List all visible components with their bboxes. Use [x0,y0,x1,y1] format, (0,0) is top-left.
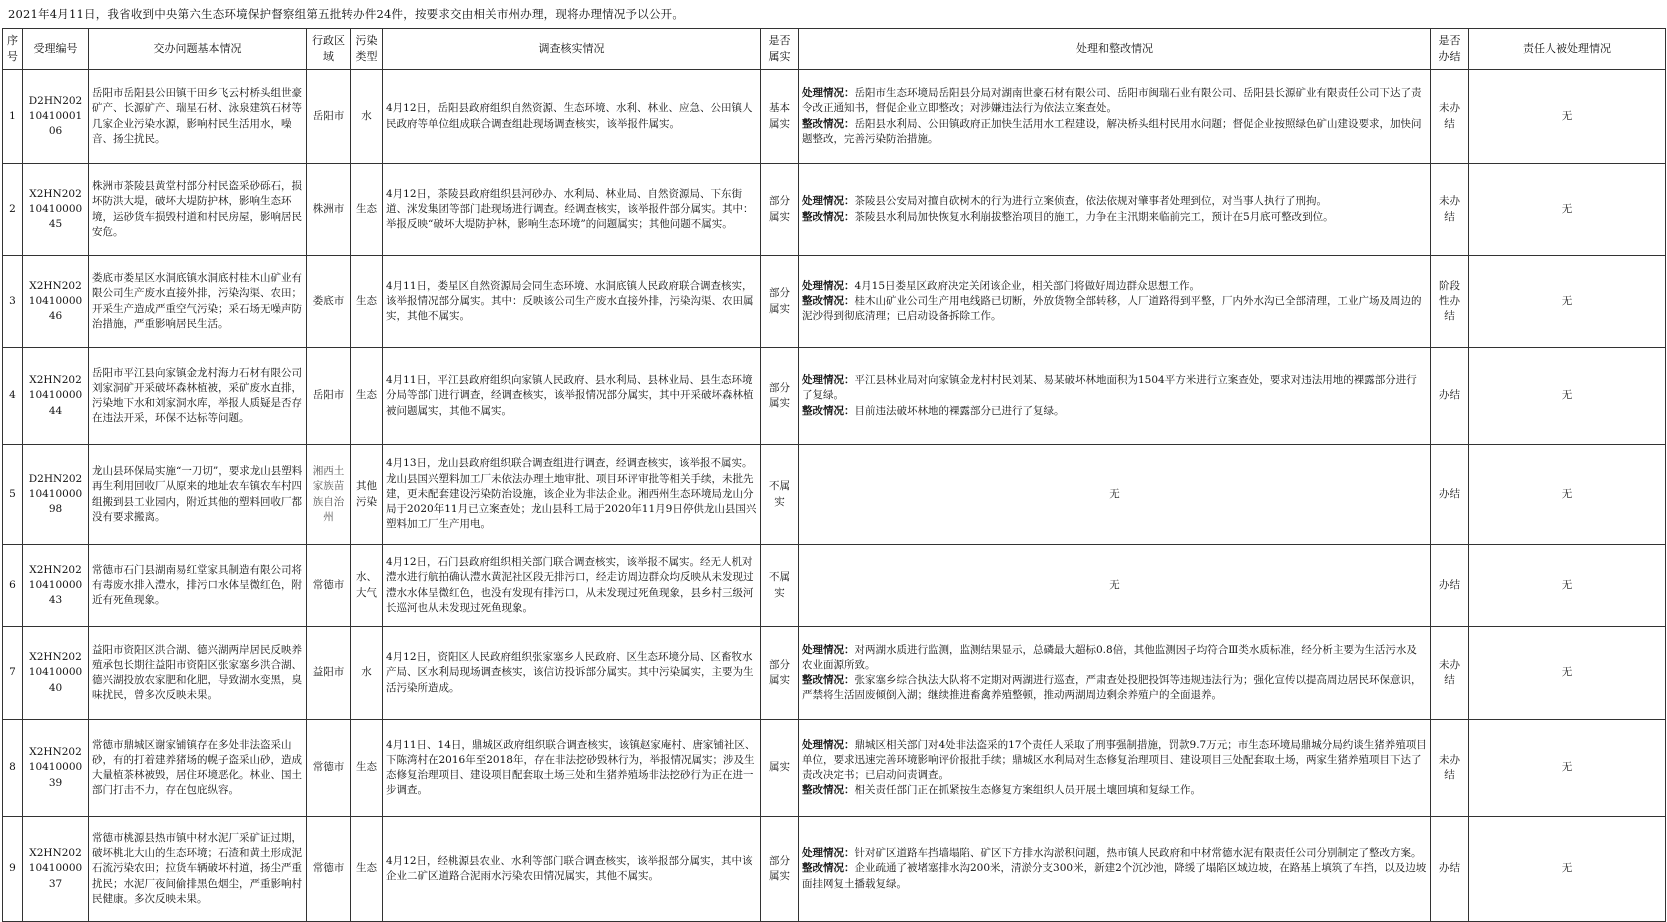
row-pollution: 生态 [351,164,383,256]
row-no: 3 [3,256,23,348]
table-row [3,445,1666,545]
row-accountability: 无 [1469,627,1666,720]
row-code: D2HN2021041000106 [23,70,89,164]
handling-text: 岳阳市生态环境局岳阳县分局对湖南世豪石材有限公司、岳阳市闽瑞石业有限公司、岳阳县长源矿业有限责任公司下达了责令改正通知书，督促企业立即整改；对涉嫌违法行为依法立案查处。 [802,87,1422,115]
row-investigation: 4月12日，茶陵县政府组织县河砂办、水利局、林业局、自然资源局、下东街道、洣发集团等部门赴现场进行调查。经调查核实，该举报件部分属实。其中：举报反映“破坏大堤防护林，影响生态环境”的问题属实；其他问题不属实。 [383,164,761,256]
row-closed: 未办结 [1431,627,1469,720]
row-closed: 办结 [1431,348,1469,445]
row-verified: 属实 [761,720,799,817]
rectify-label: 整改情况： [802,404,855,417]
row-issue: 常德市石门县湖南易红堂家具制造有限公司将有毒废水排入澧水，排污口水体呈微红色，附近有死鱼现象。 [89,545,307,627]
row-pollution: 水、大气 [351,545,383,627]
row-code: X2HN2021041000044 [23,348,89,445]
row-accountability: 无 [1469,445,1666,545]
handling-text: 平江县林业局对向家镇金龙村村民刘某、易某破坏林地面积为1504平方米进行立案查处，要求对违法用地的裸露部分进行了复绿。 [802,374,1417,402]
row-code: X2HN2021041000045 [23,164,89,256]
rectify-text: 企业疏通了被堵塞排水沟200米，清淤分支300米，新建2个沉沙池，降缓了塌陷区域边坡，在路基上填筑了车挡，以及边坡面挂网复土播载复绿。 [802,862,1427,890]
row-code: X2HN2021041000037 [23,817,89,922]
rectify-paragraph [802,783,1427,798]
row-issue: 株洲市茶陵县黄堂村部分村民盗采砂砾石，损坏防洪大堤，破坏大堤防护林，影响生态环境，运砂货车损毁村道和村民房屋，影响居民安危。 [89,164,307,256]
row-handling [799,256,1431,348]
row-region: 娄底市 [307,256,351,348]
handling-text: 鼎城区相关部门对4处非法盗采的17个责任人采取了刑事强制措施，罚款9.7万元；市生态环境局鼎城分局约谈生猪养殖项目单位，要求迅速完善环境影响评价报批手续；鼎城区水利局对生态修复治理项目、建设项目三处配套取土场，两家生猪养殖项目下达了责改决定书；已启动问责调查。 [802,738,1427,781]
handling-label: 处理情况： [802,643,855,656]
complaint-table [2,28,1666,922]
row-code: X2HN2021041000043 [23,545,89,627]
handling-paragraph [802,643,1427,673]
header-code: 受理编号 [23,29,89,70]
rectify-label: 整改情况： [802,294,855,307]
header-row [3,29,1666,70]
rectify-label: 整改情况： [802,862,855,875]
rectify-paragraph [802,861,1427,891]
rectify-text: 目前违法破坏林地的裸露部分已进行了复绿。 [854,404,1065,417]
handling-label: 处理情况： [802,87,855,100]
row-investigation: 4月11日、14日，鼎城区政府组织联合调查核实，该镇赵家庵村、唐家铺社区、下陈湾村在2016年至2018年，存在非法挖砂毁林行为，举报情况属实；涉及生态修复治理项目、建设项目配套取土场三处和生猪养殖场非法挖砂行为正在进一步调查。 [383,720,761,817]
handling-label: 处理情况： [802,374,855,387]
table-row [3,817,1666,922]
header-issue: 交办问题基本情况 [89,29,307,70]
row-closed: 办结 [1431,445,1469,545]
rectify-label: 整改情况： [802,210,855,223]
row-accountability: 无 [1469,720,1666,817]
row-pollution: 水 [351,70,383,164]
row-handling [799,70,1431,164]
handling-paragraph [802,846,1427,861]
row-pollution: 生态 [351,256,383,348]
row-investigation: 4月12日，岳阳县政府组织自然资源、生态环境、水利、林业、应急、公田镇人民政府等单位组成联合调查组赴现场调查核实，该举报件属实。 [383,70,761,164]
row-pollution: 生态 [351,817,383,922]
rectify-label: 整改情况： [802,784,855,797]
handling-paragraph [802,373,1427,403]
row-accountability: 无 [1469,70,1666,164]
row-pollution: 生态 [351,720,383,817]
row-closed: 未办结 [1431,720,1469,817]
row-no: 1 [3,70,23,164]
row-no: 6 [3,545,23,627]
handling-text: 茶陵县公安局对擅自砍树木的行为进行立案侦查，依法依规对肇事者处理到位，对当事人执行了刑拘。 [854,195,1327,208]
rectify-text: 张家塞乡综合执法大队将不定期对两湖进行巡查，严肃查处投肥投饵等违规违法行为；强化宣传以提高周边居民环保意识，严禁将生活固废倾倒入湖；继续推进畜禽养殖整顿，推动两湖周边剩余养殖户的全面退养。 [802,674,1422,702]
row-verified: 部分属实 [761,817,799,922]
handling-paragraph [802,86,1427,116]
rectify-paragraph [802,673,1427,703]
row-closed: 阶段性办结 [1431,256,1469,348]
row-handling [799,348,1431,445]
row-region: 岳阳市 [307,348,351,445]
header-accountability: 责任人被处理情况 [1469,29,1666,70]
table-row [3,545,1666,627]
rectify-label: 整改情况： [802,117,855,130]
table-row [3,70,1666,164]
row-investigation: 4月12日，资阳区人民政府组织张家塞乡人民政府、区生态环境分局、区畜牧水产局、区水利局现场调查核实，该信访投诉部分属实。其中污染属实，主要为生活污染所造成。 [383,627,761,720]
row-issue: 岳阳市岳阳县公田镇干田乡飞云村桥头组世豪矿产、长源矿产、瑞星石材、泳泉建筑石材等几家企业污染水源，影响村民生活用水，噪音、扬尘扰民。 [89,70,307,164]
header-investigation: 调查核实情况 [383,29,761,70]
handling-paragraph [802,194,1427,209]
rectify-paragraph [802,404,1427,419]
row-verified: 部分属实 [761,164,799,256]
header-pollution: 污染类型 [351,29,383,70]
row-closed: 未办结 [1431,164,1469,256]
row-handling: 无 [799,545,1431,627]
rectify-paragraph [802,117,1427,147]
row-no: 9 [3,817,23,922]
row-handling [799,720,1431,817]
row-investigation: 4月12日，石门县政府组织相关部门联合调查核实，该举报不属实。经无人机对澧水进行航拍确认澧水黄泥社区段无排污口，经走访周边群众均反映从未发现过澧水水体呈微红色，也没有发现有排污口，从未发现过死鱼现象，县乡村三级河长巡河也从未发现过死鱼现象。 [383,545,761,627]
header-closed: 是否办结 [1431,29,1469,70]
row-no: 2 [3,164,23,256]
row-accountability: 无 [1469,817,1666,922]
row-pollution: 水 [351,627,383,720]
handling-text: 4月15日娄星区政府决定关闭该企业，相关部门将做好周边群众思想工作。 [854,279,1201,292]
row-no: 4 [3,348,23,445]
row-verified: 部分属实 [761,348,799,445]
row-region: 常德市 [307,817,351,922]
row-accountability: 无 [1469,545,1666,627]
handling-label: 处理情况： [802,279,855,292]
row-investigation: 4月11日，平江县政府组织向家镇人民政府、县水利局、县林业局、县生态环境分局等部门进行调查，经调查核实，该举报情况部分属实，其中开采破坏森林植被问题属实，其他不属实。 [383,348,761,445]
row-handling: 无 [799,445,1431,545]
rectify-text: 岳阳县水利局、公田镇政府正加快生活用水工程建设，解决桥头组村民用水问题；督促企业按照绿色矿山建设要求，加快问题整改，完善污染防治措施。 [802,117,1422,145]
row-investigation: 4月13日，龙山县政府组织联合调查组进行调查，经调查核实，该举报不属实。龙山县国兴塑料加工厂未依法办理土地审批、项目环评审批等相关手续，未批先建，更未配套建设污染防治设施，该企业为非法企业。湘西州生态环境局龙山分局于2020年11月已立案查处；龙山县科工局于2020年11月9日停供龙山县国兴塑料加工厂生产用电。 [383,445,761,545]
row-code: X2HN2021041000039 [23,720,89,817]
row-handling [799,627,1431,720]
handling-paragraph [802,279,1427,294]
table-row [3,348,1666,445]
handling-label: 处理情况： [802,195,855,208]
row-issue: 娄底市娄星区水洞底镇水洞底村桂木山矿业有限公司生产废水直接外排，污染沟渠、农田；开采生产造成严重空气污染；采石场无噪声防治措施，严重影响居民生活。 [89,256,307,348]
handling-label: 处理情况： [802,738,855,751]
row-accountability: 无 [1469,348,1666,445]
row-code: X2HN2021041000040 [23,627,89,720]
row-issue: 常德市鼎城区谢家铺镇存在多处非法盗采山砂，有的打着建养猪场的幌子盗采山砂，造成大量植茶林被毁，居住环境恶化。林业、国土部门打击不力，存在包庇纵容。 [89,720,307,817]
handling-text: 针对矿区道路车挡墙塌陷、矿区下方排水沟淤积问题，热市镇人民政府和中材常德水泥有限责任公司分别制定了整改方案。 [854,847,1422,860]
rectify-text: 桂木山矿业公司生产用电线路已切断，外放货物全部转移，人厂道路得到平整，厂内外水沟已全部清理，工业广场及周边的泥沙得到彻底清理；已启动设备拆除工作。 [802,294,1422,323]
intro-text: 2021年4月11日，我省收到中央第六生态环境保护督察组第五批转办件24件，按要求交由相关市州办理，现将办理情况予以公开。 [8,7,685,21]
header-no: 序号 [3,29,23,70]
row-no: 8 [3,720,23,817]
row-pollution: 生态 [351,348,383,445]
rectify-paragraph [802,210,1427,225]
header-region: 行政区域 [307,29,351,70]
header-verified: 是否属实 [761,29,799,70]
row-issue: 益阳市资阳区洪合湖、德兴湖两岸居民反映养殖承包长期往益阳市资阳区张家塞乡洪合湖、德兴湖投放农家肥和化肥，导致湖水变黑，臭味扰民，曾多次反映未果。 [89,627,307,720]
handling-label: 处理情况： [802,847,855,860]
table-row [3,164,1666,256]
row-issue: 岳阳市平江县向家镇金龙村海力石材有限公司刘家洞矿开采破坏森林植被，采矿废水直排，污染地下水和刘家洞水库，举报人质疑是否存在违法开采，环保不达标等问题。 [89,348,307,445]
row-region: 株洲市 [307,164,351,256]
handling-text: 对两湖水质进行监测，监测结果显示，总磷最大超标0.8倍，其他监测因子均符合Ⅲ类水质标准，经分析主要为生活污水及农业面源所致。 [802,643,1417,671]
row-issue: 常德市桃源县热市镇中材水泥厂采矿证过期，破坏桃北大山的生态环境；石渣和黄土形成泥石流污染农田；拉货车辆破坏村道，扬尘严重扰民；水泥厂夜间偷排黑色烟尘，严重影响村民健康。多次反映未果。 [89,817,307,922]
rectify-paragraph [802,294,1427,324]
table-row [3,720,1666,817]
row-handling [799,164,1431,256]
row-region: 益阳市 [307,627,351,720]
row-code: D2HN2021041000098 [23,445,89,545]
row-no: 7 [3,627,23,720]
row-closed: 办结 [1431,817,1469,922]
rectify-text: 相关责任部门正在抓紧按生态修复方案组织人员开展土壤回填和复绿工作。 [854,784,1201,797]
row-verified: 部分属实 [761,627,799,720]
rectify-label: 整改情况： [802,674,855,686]
row-closed: 未办结 [1431,70,1469,164]
row-pollution: 其他污染 [351,445,383,545]
table-row [3,627,1666,720]
row-handling [799,817,1431,922]
handling-paragraph [802,738,1427,784]
row-investigation: 4月12日，经桃源县农业、水利等部门联合调查核实，该举报部分属实，其中该企业二矿区道路合泥雨水污染农田情况属实，其他不属实。 [383,817,761,922]
header-handling: 处理和整改情况 [799,29,1431,70]
row-verified: 不属实 [761,445,799,545]
row-region: 常德市 [307,720,351,817]
row-no: 5 [3,445,23,545]
rectify-text: 茶陵县水利局加快恢复水利崩拔整治项目的施工，力争在主汛期来临前完工，预计在5月底可整改到位。 [854,210,1334,223]
row-issue: 龙山县环保局实施“一刀切”，要求龙山县塑料再生利用回收厂从原来的地址农车镇农车村四组搬到县工业园内，附近其他的塑料回收厂都没有要求搬离。 [89,445,307,545]
row-closed: 办结 [1431,545,1469,627]
row-verified: 不属实 [761,545,799,627]
row-region: 常德市 [307,545,351,627]
row-code: X2HN2021041000046 [23,256,89,348]
row-region: 湘西土家族苗族自治州 [307,445,351,545]
row-region: 岳阳市 [307,70,351,164]
row-accountability: 无 [1469,164,1666,256]
row-investigation: 4月11日，娄星区自然资源局会同生态环境、水洞底镇人民政府联合调查核实，该举报情况部分属实。其中：反映该公司生产废水直接外排，污染沟渠、农田属实，其他不属实。 [383,256,761,348]
row-verified: 部分属实 [761,256,799,348]
table-row [3,256,1666,348]
row-verified: 基本属实 [761,70,799,164]
row-accountability: 无 [1469,256,1666,348]
